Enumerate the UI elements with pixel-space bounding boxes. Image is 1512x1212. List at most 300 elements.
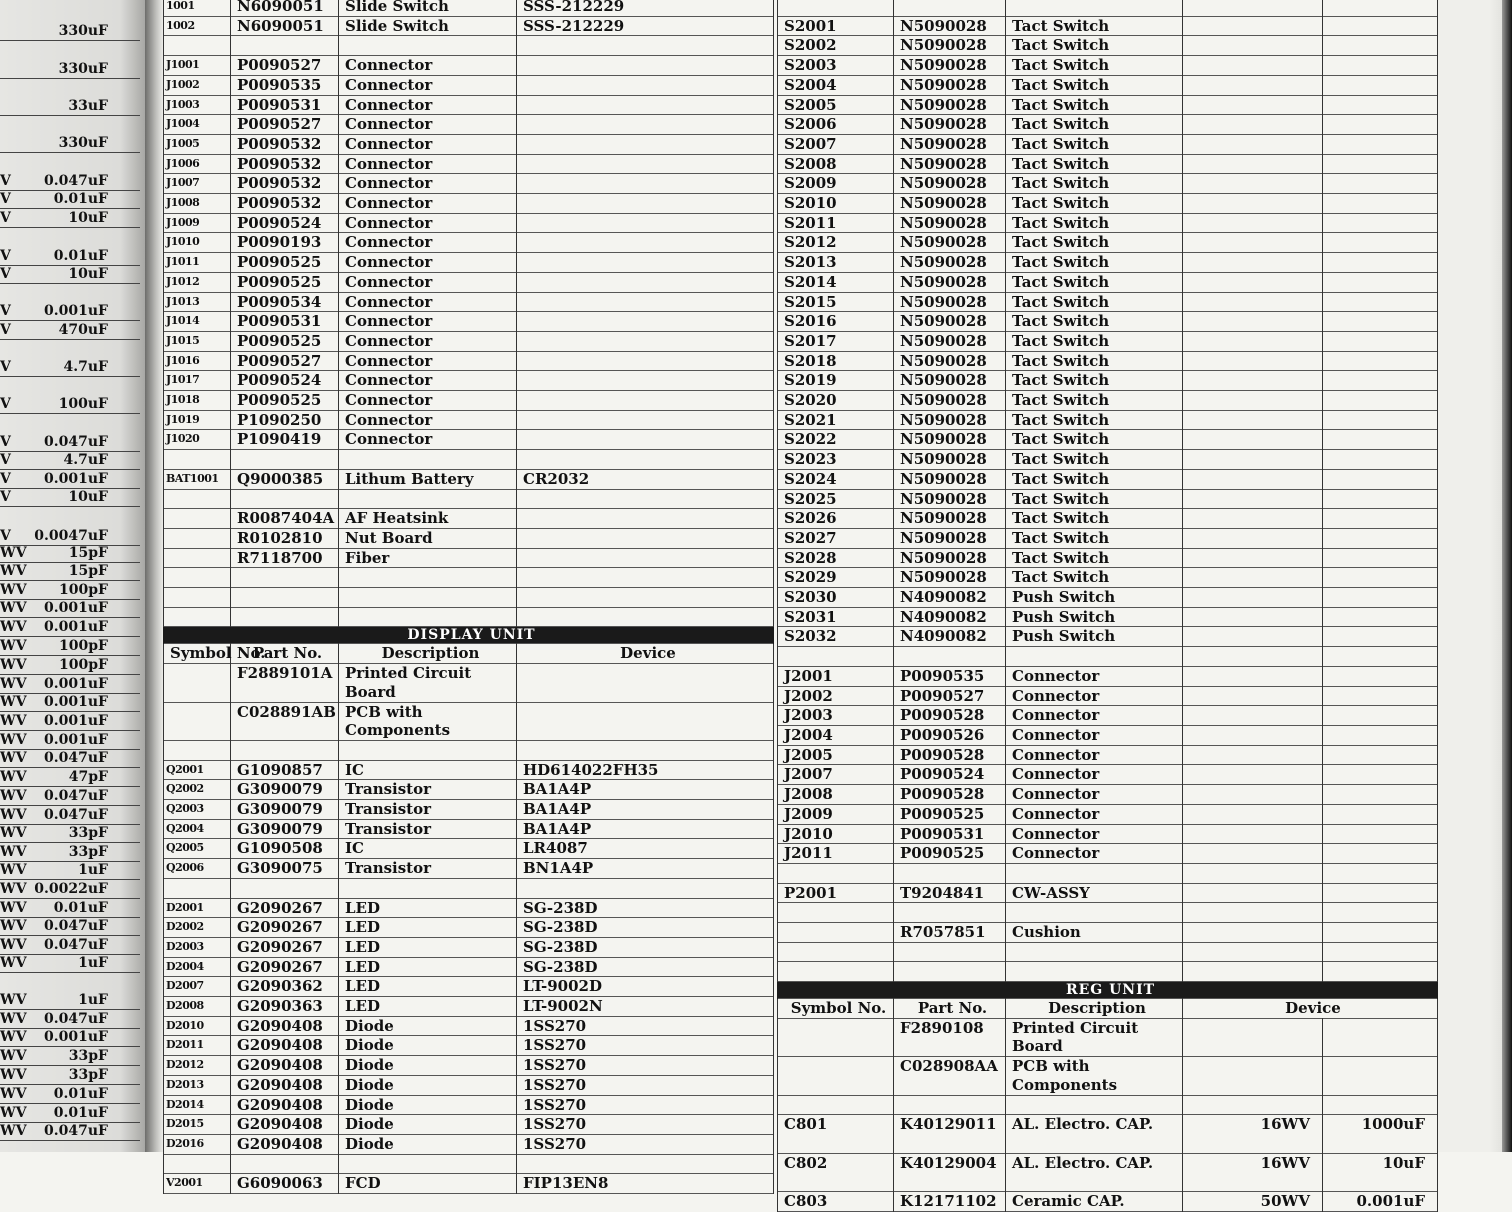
table-row — [164, 16, 774, 36]
part-no-cell: P0090531 — [231, 95, 339, 115]
part-no-cell: G3090079 — [231, 780, 339, 800]
part-no-cell — [231, 607, 339, 627]
display-unit-section — [164, 627, 774, 644]
part-no-cell: P0090524 — [894, 765, 1006, 785]
strip-value: 0.047uF — [44, 807, 108, 823]
symbol-no-cell: J1014 — [164, 312, 231, 332]
value-cell — [1323, 686, 1438, 706]
strip-value: 0.047uF — [44, 173, 108, 189]
part-no-cell: K40129011 — [894, 1115, 1006, 1153]
part-no-cell: G2090267 — [231, 957, 339, 977]
description-cell: Connector — [1006, 844, 1183, 864]
device-cell — [517, 410, 774, 430]
description-cell — [1006, 903, 1183, 923]
device-cell: SG-238D — [517, 957, 774, 977]
part-no-cell: G2090267 — [231, 937, 339, 957]
part-no-cell: P0090525 — [231, 272, 339, 292]
part-no-cell: N5090028 — [894, 430, 1006, 450]
part-no-cell: N5090028 — [894, 410, 1006, 430]
device-cell — [517, 391, 774, 411]
description-cell: Connector — [339, 391, 517, 411]
strip-rating: WV — [0, 844, 27, 860]
strip-value: 1uF — [78, 862, 108, 878]
device-cell: BA1A4P — [517, 780, 774, 800]
part-no-cell: P0090525 — [231, 331, 339, 351]
strip-value: 0.01uF — [53, 1105, 108, 1121]
symbol-no-cell: S2001 — [778, 16, 894, 36]
description-cell — [339, 450, 517, 470]
symbol-no-cell: S2017 — [778, 331, 894, 351]
description-cell: Connector — [339, 371, 517, 391]
part-no-cell: C028908AA — [894, 1057, 1006, 1095]
rating-cell — [1183, 292, 1323, 312]
description-cell: IC — [339, 760, 517, 780]
symbol-no-cell: Q2005 — [164, 839, 231, 859]
strip-value: 0.001uF — [44, 471, 108, 487]
device-cell — [517, 194, 774, 214]
device-cell: BA1A4P — [517, 819, 774, 839]
part-no-cell: N6090051 — [231, 16, 339, 36]
part-no-cell: P0090527 — [894, 686, 1006, 706]
part-no-cell: P0090525 — [231, 391, 339, 411]
device-cell: SG-238D — [517, 937, 774, 957]
symbol-no-cell: J1015 — [164, 331, 231, 351]
symbol-no-cell — [778, 922, 894, 942]
symbol-no-cell: Q2006 — [164, 859, 231, 879]
device-cell — [517, 878, 774, 898]
part-no-cell: K12171102 — [894, 1192, 1006, 1212]
description-cell — [1006, 942, 1183, 962]
rating-cell — [1183, 509, 1323, 529]
table-row — [778, 1018, 1438, 1056]
description-cell: Tact Switch — [1006, 154, 1183, 174]
strip-value: 330uF — [58, 23, 108, 39]
table-row — [778, 0, 1438, 16]
table-row — [778, 213, 1438, 233]
strip-row — [0, 1122, 140, 1140]
part-no-cell: N5090028 — [894, 568, 1006, 588]
description-cell: Tact Switch — [1006, 272, 1183, 292]
strip-rating: WV — [0, 619, 27, 635]
strip-rating: WV — [0, 788, 27, 804]
symbol-no-cell: J1005 — [164, 134, 231, 154]
table-row — [778, 765, 1438, 785]
device-cell — [517, 233, 774, 253]
symbol-no-cell — [164, 664, 231, 702]
rating-cell — [1183, 312, 1323, 332]
strip-value: 47pF — [68, 769, 108, 785]
description-cell: Tact Switch — [1006, 430, 1183, 450]
rating-cell — [1183, 469, 1323, 489]
rating-cell — [1183, 607, 1323, 627]
strip-rule — [0, 506, 140, 507]
description-cell: Connector — [339, 194, 517, 214]
left-page-strip — [0, 0, 150, 1152]
description-cell: Connector — [339, 154, 517, 174]
part-no-cell — [894, 1095, 1006, 1115]
part-no-cell — [231, 489, 339, 509]
device-cell — [517, 568, 774, 588]
column-header-row — [778, 999, 1438, 1019]
table-row — [164, 898, 774, 918]
description-cell: Connector — [339, 312, 517, 332]
part-no-cell: T9204841 — [894, 883, 1006, 903]
part-no-cell: N5090028 — [894, 312, 1006, 332]
description-cell: Connector — [1006, 725, 1183, 745]
left-parts-table — [163, 0, 774, 1194]
table-row — [164, 1075, 774, 1095]
part-no-cell: N5090028 — [894, 331, 1006, 351]
symbol-no-cell — [778, 647, 894, 667]
section-title: DISPLAY UNIT — [164, 627, 774, 644]
description-cell: Tact Switch — [1006, 509, 1183, 529]
description-cell — [339, 740, 517, 760]
description-cell: PCB with Components — [1006, 1057, 1183, 1095]
rating-cell — [1183, 568, 1323, 588]
table-row — [778, 804, 1438, 824]
description-cell: FCD — [339, 1174, 517, 1194]
section-title: REG UNIT — [778, 982, 1438, 999]
symbol-no-cell — [164, 36, 231, 56]
table-row — [164, 702, 774, 740]
part-no-cell: K40129004 — [894, 1153, 1006, 1191]
strip-rating: WV — [0, 638, 27, 654]
table-row — [164, 977, 774, 997]
description-cell: Transistor — [339, 819, 517, 839]
binding-gutter — [145, 0, 163, 1152]
value-cell — [1323, 272, 1438, 292]
value-cell — [1323, 16, 1438, 36]
device-cell — [517, 588, 774, 608]
symbol-no-cell: J2009 — [778, 804, 894, 824]
table-row — [778, 824, 1438, 844]
header-description: Description — [339, 644, 517, 664]
table-row — [778, 922, 1438, 942]
description-cell: Fiber — [339, 548, 517, 568]
device-cell: 1SS270 — [517, 1115, 774, 1135]
table-row — [778, 706, 1438, 726]
table-row — [164, 391, 774, 411]
rating-cell — [1183, 785, 1323, 805]
description-cell: Connector — [339, 253, 517, 273]
symbol-no-cell: S2029 — [778, 568, 894, 588]
table-row — [164, 878, 774, 898]
description-cell: Connector — [1006, 824, 1183, 844]
strip-value: 0.01uF — [53, 248, 108, 264]
right-page-edge — [1438, 0, 1512, 1152]
symbol-no-cell — [164, 607, 231, 627]
symbol-no-cell: J2002 — [778, 686, 894, 706]
symbol-no-cell: D2008 — [164, 997, 231, 1017]
symbol-no-cell — [778, 1057, 894, 1095]
description-cell: Connector — [339, 331, 517, 351]
table-row — [778, 450, 1438, 470]
strip-rating: WV — [0, 881, 27, 897]
value-cell — [1323, 391, 1438, 411]
value-cell — [1323, 174, 1438, 194]
device-cell: BN1A4P — [517, 859, 774, 879]
description-cell: Connector — [1006, 686, 1183, 706]
part-no-cell: G2090408 — [231, 1056, 339, 1076]
description-cell: Printed Circuit Board — [339, 664, 517, 702]
table-row — [164, 75, 774, 95]
table-row — [164, 134, 774, 154]
description-cell: Connector — [339, 56, 517, 76]
strip-value: 1uF — [78, 992, 108, 1008]
symbol-no-cell: J2007 — [778, 765, 894, 785]
description-cell — [1006, 647, 1183, 667]
part-no-cell: G2090408 — [231, 1036, 339, 1056]
description-cell: Diode — [339, 1056, 517, 1076]
symbol-no-cell: J1007 — [164, 174, 231, 194]
description-cell: Connector — [339, 410, 517, 430]
symbol-no-cell: S2013 — [778, 253, 894, 273]
strip-row — [0, 209, 140, 227]
strip-rating: V — [0, 191, 11, 207]
strip-rating: WV — [0, 1029, 27, 1045]
symbol-no-cell — [164, 702, 231, 740]
strip-row — [0, 880, 140, 898]
strip-rating: WV — [0, 713, 27, 729]
symbol-no-cell: S2007 — [778, 134, 894, 154]
part-no-cell: N5090028 — [894, 371, 1006, 391]
rating-cell — [1183, 450, 1323, 470]
strip-row — [0, 675, 140, 693]
part-no-cell — [894, 942, 1006, 962]
description-cell: PCB with Components — [339, 702, 517, 740]
description-cell: Tact Switch — [1006, 450, 1183, 470]
table-row — [164, 174, 774, 194]
device-cell — [517, 371, 774, 391]
part-no-cell: P0090531 — [894, 824, 1006, 844]
part-no-cell: G2090362 — [231, 977, 339, 997]
device-cell: BA1A4P — [517, 800, 774, 820]
part-no-cell — [894, 647, 1006, 667]
description-cell: Tact Switch — [1006, 568, 1183, 588]
symbol-no-cell: S2021 — [778, 410, 894, 430]
description-cell — [1006, 0, 1183, 16]
part-no-cell: N5090028 — [894, 272, 1006, 292]
table-row — [164, 1095, 774, 1115]
strip-rating: WV — [0, 1011, 27, 1027]
strip-row — [0, 581, 140, 599]
part-no-cell: G2090408 — [231, 1016, 339, 1036]
table-row — [164, 371, 774, 391]
device-cell — [517, 272, 774, 292]
symbol-no-cell: S2008 — [778, 154, 894, 174]
table-row — [164, 1134, 774, 1154]
strip-rating: WV — [0, 992, 27, 1008]
strip-value: 100pF — [59, 638, 108, 654]
value-cell: 10uF — [1323, 1153, 1438, 1191]
value-cell — [1323, 1057, 1438, 1095]
strip-row — [0, 134, 140, 152]
value-cell — [1323, 706, 1438, 726]
description-cell: Diode — [339, 1134, 517, 1154]
description-cell — [339, 588, 517, 608]
device-cell — [517, 351, 774, 371]
strip-row — [0, 991, 140, 1009]
part-no-cell: N5090028 — [894, 351, 1006, 371]
strip-row — [0, 954, 140, 972]
device-cell: SG-238D — [517, 918, 774, 938]
rating-cell — [1183, 706, 1323, 726]
part-no-cell — [894, 903, 1006, 923]
table-row — [778, 233, 1438, 253]
rating-cell — [1183, 903, 1323, 923]
rating-cell — [1183, 154, 1323, 174]
strip-row — [0, 806, 140, 824]
strip-row — [0, 60, 140, 78]
strip-value: 0.047uF — [44, 788, 108, 804]
part-no-cell: P0090532 — [231, 174, 339, 194]
rating-cell — [1183, 194, 1323, 214]
part-no-cell — [231, 588, 339, 608]
strip-value: 0.001uF — [44, 676, 108, 692]
description-cell: Ceramic CAP. — [1006, 1192, 1183, 1212]
strip-row — [0, 917, 140, 935]
table-row — [778, 548, 1438, 568]
value-cell — [1323, 75, 1438, 95]
strip-row — [0, 302, 140, 320]
value-cell — [1323, 548, 1438, 568]
part-no-cell: F2890108 — [894, 1018, 1006, 1056]
strip-value: 0.001uF — [44, 600, 108, 616]
description-cell: Diode — [339, 1095, 517, 1115]
device-cell — [517, 292, 774, 312]
description-cell: Connector — [1006, 706, 1183, 726]
value-cell — [1323, 312, 1438, 332]
device-cell — [517, 154, 774, 174]
rating-cell — [1183, 1018, 1323, 1056]
strip-rating: WV — [0, 918, 27, 934]
symbol-no-cell: J2004 — [778, 725, 894, 745]
table-row — [164, 664, 774, 702]
symbol-no-cell: Q2001 — [164, 760, 231, 780]
part-no-cell: N5090028 — [894, 115, 1006, 135]
description-cell: Tact Switch — [1006, 489, 1183, 509]
table-row — [164, 194, 774, 214]
value-cell — [1323, 863, 1438, 883]
rating-cell — [1183, 16, 1323, 36]
value-cell — [1323, 115, 1438, 135]
description-cell: Connector — [339, 351, 517, 371]
part-no-cell: R0102810 — [231, 528, 339, 548]
table-row — [164, 607, 774, 627]
strip-row — [0, 618, 140, 636]
description-cell: Tact Switch — [1006, 351, 1183, 371]
part-no-cell: P0090531 — [231, 312, 339, 332]
description-cell — [339, 1154, 517, 1174]
part-no-cell: G3090075 — [231, 859, 339, 879]
table-row — [778, 331, 1438, 351]
table-row — [778, 607, 1438, 627]
rating-cell — [1183, 174, 1323, 194]
header-description: Description — [1006, 999, 1183, 1019]
value-cell — [1323, 194, 1438, 214]
description-cell: LED — [339, 898, 517, 918]
value-cell — [1323, 469, 1438, 489]
symbol-no-cell — [164, 568, 231, 588]
rating-cell — [1183, 213, 1323, 233]
strip-rule — [0, 227, 140, 228]
strip-row — [0, 768, 140, 786]
description-cell: Tact Switch — [1006, 331, 1183, 351]
strip-rating: V — [0, 528, 11, 544]
description-cell: Tact Switch — [1006, 371, 1183, 391]
strip-rating: V — [0, 359, 11, 375]
table-row — [778, 174, 1438, 194]
table-row — [778, 75, 1438, 95]
part-no-cell: P0090532 — [231, 154, 339, 174]
device-cell — [517, 213, 774, 233]
table-row — [164, 1154, 774, 1174]
symbol-no-cell: J2011 — [778, 844, 894, 864]
description-cell: LED — [339, 977, 517, 997]
part-no-cell: G3090079 — [231, 819, 339, 839]
symbol-no-cell: P2001 — [778, 883, 894, 903]
symbol-no-cell: D2007 — [164, 977, 231, 997]
strip-rule — [0, 339, 140, 340]
symbol-no-cell: S2006 — [778, 115, 894, 135]
table-row — [164, 0, 774, 16]
part-no-cell: P1090419 — [231, 430, 339, 450]
table-row — [164, 410, 774, 430]
value-cell — [1323, 804, 1438, 824]
symbol-no-cell — [164, 509, 231, 529]
description-cell: Connector — [339, 272, 517, 292]
strip-value: 0.01uF — [53, 900, 108, 916]
table-row — [778, 351, 1438, 371]
part-no-cell: R7118700 — [231, 548, 339, 568]
description-cell — [1006, 863, 1183, 883]
value-cell — [1323, 410, 1438, 430]
strip-value: 0.0047uF — [34, 528, 108, 544]
table-row — [778, 666, 1438, 686]
symbol-no-cell — [164, 450, 231, 470]
part-no-cell: N4090082 — [894, 627, 1006, 647]
table-row — [164, 115, 774, 135]
symbol-no-cell — [778, 1095, 894, 1115]
table-row — [164, 489, 774, 509]
part-no-cell: P0090534 — [231, 292, 339, 312]
device-cell: LT-9002N — [517, 997, 774, 1017]
strip-value: 330uF — [58, 135, 108, 151]
symbol-no-cell: S2030 — [778, 588, 894, 608]
device-cell: SG-238D — [517, 898, 774, 918]
value-cell — [1323, 331, 1438, 351]
symbol-no-cell: S2016 — [778, 312, 894, 332]
value-cell: 0.001uF — [1323, 1192, 1438, 1212]
table-row — [778, 489, 1438, 509]
symbol-no-cell: S2020 — [778, 391, 894, 411]
header-part-no: Part No. — [231, 644, 339, 664]
part-no-cell: N5090028 — [894, 548, 1006, 568]
description-cell: AF Heatsink — [339, 509, 517, 529]
table-row — [778, 725, 1438, 745]
value-cell: 1000uF — [1323, 1115, 1438, 1153]
strip-rating: WV — [0, 1105, 27, 1121]
device-cell — [517, 489, 774, 509]
table-row — [164, 233, 774, 253]
rating-cell — [1183, 844, 1323, 864]
value-cell — [1323, 489, 1438, 509]
table-row — [164, 588, 774, 608]
symbol-no-cell: J1020 — [164, 430, 231, 450]
header-part-no: Part No. — [894, 999, 1006, 1019]
strip-rating: WV — [0, 676, 27, 692]
device-cell: FIP13EN8 — [517, 1174, 774, 1194]
